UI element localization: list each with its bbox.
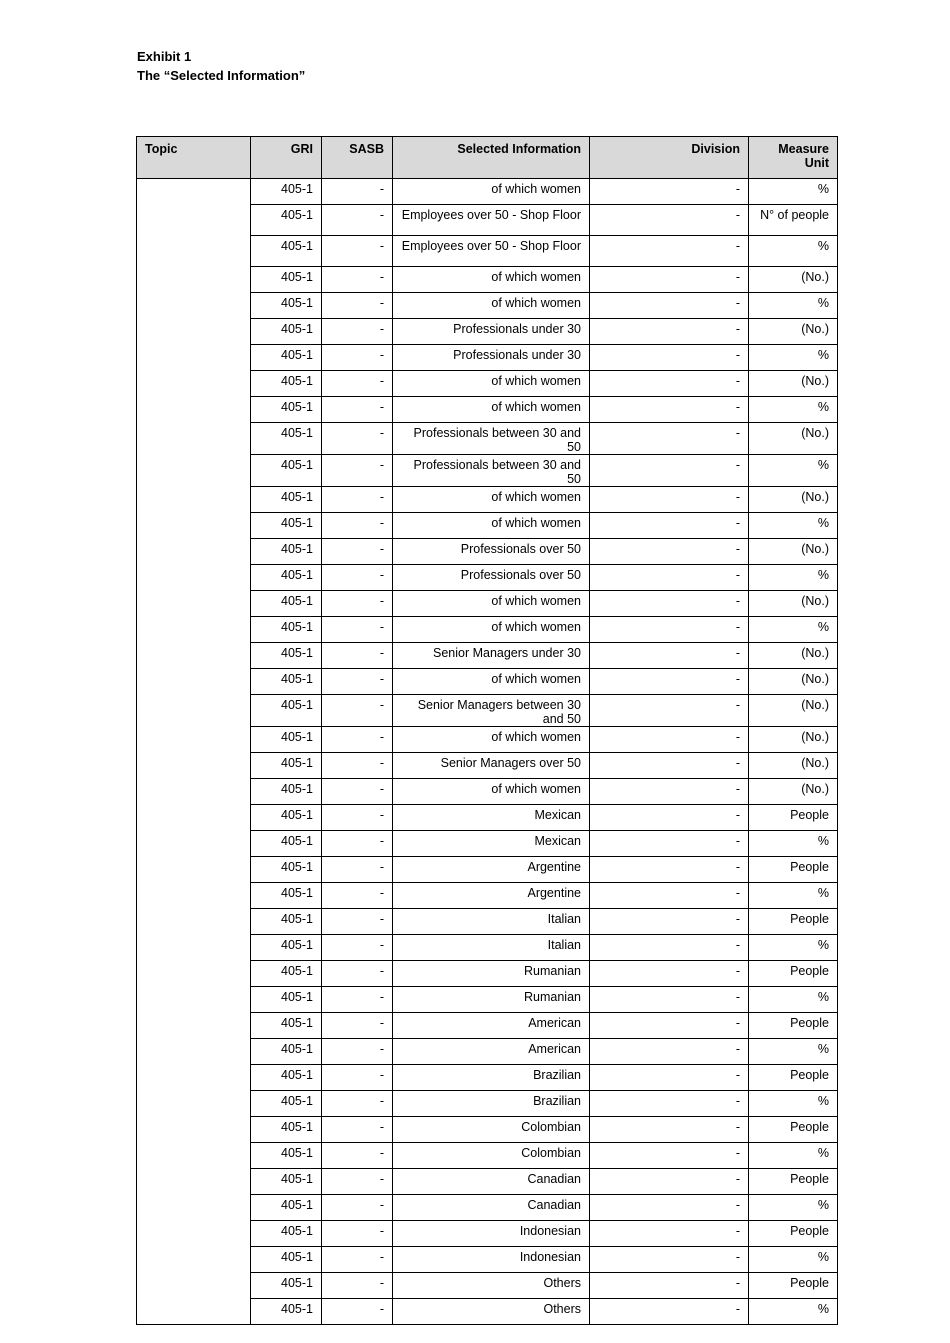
measure-unit-cell: %	[749, 1143, 838, 1169]
exhibit-title: The “Selected Information”	[137, 68, 306, 83]
division-cell: -	[590, 345, 749, 371]
selected-information-cell: of which women	[393, 397, 590, 423]
sasb-cell: -	[322, 805, 393, 831]
division-cell: -	[590, 319, 749, 345]
gri-cell: 405-1	[251, 423, 322, 455]
header-sasb: SASB	[322, 137, 393, 179]
gri-cell: 405-1	[251, 565, 322, 591]
header-selected-information: Selected Information	[393, 137, 590, 179]
division-cell: -	[590, 695, 749, 727]
sasb-cell: -	[322, 1299, 393, 1325]
selected-information-cell: Rumanian	[393, 987, 590, 1013]
exhibit-heading	[137, 47, 305, 85]
division-cell: -	[590, 179, 749, 205]
selected-information-cell: Senior Managers under 30	[393, 643, 590, 669]
measure-unit-cell: %	[749, 513, 838, 539]
division-cell: -	[590, 565, 749, 591]
selected-information-cell: Indonesian	[393, 1247, 590, 1273]
gri-cell: 405-1	[251, 1065, 322, 1091]
gri-cell: 405-1	[251, 1221, 322, 1247]
measure-unit-cell: %	[749, 987, 838, 1013]
sasb-cell: -	[322, 1221, 393, 1247]
header-division: Division	[590, 137, 749, 179]
gri-cell: 405-1	[251, 695, 322, 727]
division-cell: -	[590, 236, 749, 267]
division-cell: -	[590, 1091, 749, 1117]
gri-cell: 405-1	[251, 345, 322, 371]
sasb-cell: -	[322, 857, 393, 883]
gri-cell: 405-1	[251, 293, 322, 319]
selected-information-cell: Employees over 50 - Shop Floor	[393, 205, 590, 236]
selected-information-cell: of which women	[393, 487, 590, 513]
measure-unit-cell: People	[749, 1013, 838, 1039]
measure-unit-cell: %	[749, 1299, 838, 1325]
measure-unit-cell: People	[749, 1221, 838, 1247]
selected-information-cell: Indonesian	[393, 1221, 590, 1247]
division-cell: -	[590, 1169, 749, 1195]
gri-cell: 405-1	[251, 371, 322, 397]
selected-information-cell: of which women	[393, 513, 590, 539]
header-gri: GRI	[251, 137, 322, 179]
topic-cell	[137, 179, 251, 1325]
gri-cell: 405-1	[251, 1117, 322, 1143]
selected-information-cell: Professionals over 50	[393, 539, 590, 565]
gri-cell: 405-1	[251, 236, 322, 267]
selected-information-cell: Professionals between 30 and 50	[393, 423, 590, 455]
division-cell: -	[590, 513, 749, 539]
selected-information-cell: Colombian	[393, 1143, 590, 1169]
gri-cell: 405-1	[251, 831, 322, 857]
measure-unit-cell: (No.)	[749, 727, 838, 753]
selected-information-cell: Professionals under 30	[393, 345, 590, 371]
division-cell: -	[590, 1013, 749, 1039]
measure-unit-cell: N° of people	[749, 205, 838, 236]
measure-unit-cell: %	[749, 617, 838, 643]
gri-cell: 405-1	[251, 205, 322, 236]
division-cell: -	[590, 1039, 749, 1065]
measure-unit-cell: (No.)	[749, 487, 838, 513]
measure-unit-cell: %	[749, 1247, 838, 1273]
gri-cell: 405-1	[251, 1143, 322, 1169]
selected-information-table	[136, 136, 838, 1325]
table-row	[137, 179, 838, 205]
sasb-cell: -	[322, 319, 393, 345]
sasb-cell: -	[322, 753, 393, 779]
sasb-cell: -	[322, 371, 393, 397]
measure-unit-cell: %	[749, 935, 838, 961]
selected-information-cell: of which women	[393, 591, 590, 617]
measure-unit-cell: People	[749, 1169, 838, 1195]
measure-unit-cell: (No.)	[749, 423, 838, 455]
sasb-cell: -	[322, 455, 393, 487]
division-cell: -	[590, 805, 749, 831]
measure-unit-cell: %	[749, 293, 838, 319]
selected-information-cell: of which women	[393, 179, 590, 205]
selected-information-cell: Argentine	[393, 883, 590, 909]
measure-unit-cell: People	[749, 909, 838, 935]
measure-unit-cell: %	[749, 455, 838, 487]
selected-information-cell: Others	[393, 1299, 590, 1325]
measure-unit-cell: %	[749, 397, 838, 423]
sasb-cell: -	[322, 617, 393, 643]
gri-cell: 405-1	[251, 397, 322, 423]
sasb-cell: -	[322, 1117, 393, 1143]
division-cell: -	[590, 1247, 749, 1273]
measure-unit-cell: %	[749, 1091, 838, 1117]
selected-information-cell: Senior Managers over 50	[393, 753, 590, 779]
measure-unit-cell: %	[749, 1195, 838, 1221]
measure-unit-cell: %	[749, 1039, 838, 1065]
division-cell: -	[590, 591, 749, 617]
gri-cell: 405-1	[251, 935, 322, 961]
measure-unit-cell: %	[749, 236, 838, 267]
division-cell: -	[590, 779, 749, 805]
division-cell: -	[590, 205, 749, 236]
selected-information-cell: Professionals under 30	[393, 319, 590, 345]
measure-unit-cell: %	[749, 345, 838, 371]
sasb-cell: -	[322, 487, 393, 513]
sasb-cell: -	[322, 935, 393, 961]
selected-information-cell: Mexican	[393, 805, 590, 831]
sasb-cell: -	[322, 961, 393, 987]
selected-information-cell: Senior Managers between 30 and 50	[393, 695, 590, 727]
gri-cell: 405-1	[251, 1273, 322, 1299]
gri-cell: 405-1	[251, 727, 322, 753]
sasb-cell: -	[322, 1169, 393, 1195]
gri-cell: 405-1	[251, 1039, 322, 1065]
sasb-cell: -	[322, 236, 393, 267]
gri-cell: 405-1	[251, 857, 322, 883]
division-cell: -	[590, 423, 749, 455]
division-cell: -	[590, 293, 749, 319]
division-cell: -	[590, 539, 749, 565]
selected-information-cell: of which women	[393, 779, 590, 805]
measure-unit-cell: (No.)	[749, 371, 838, 397]
selected-information-cell: Brazilian	[393, 1091, 590, 1117]
gri-cell: 405-1	[251, 643, 322, 669]
sasb-cell: -	[322, 205, 393, 236]
measure-unit-cell: %	[749, 179, 838, 205]
gri-cell: 405-1	[251, 1195, 322, 1221]
measure-unit-cell: (No.)	[749, 643, 838, 669]
sasb-cell: -	[322, 1195, 393, 1221]
selected-information-cell: Italian	[393, 935, 590, 961]
gri-cell: 405-1	[251, 753, 322, 779]
measure-unit-cell: (No.)	[749, 539, 838, 565]
measure-unit-cell: People	[749, 1273, 838, 1299]
measure-unit-cell: (No.)	[749, 669, 838, 695]
division-cell: -	[590, 753, 749, 779]
sasb-cell: -	[322, 883, 393, 909]
gri-cell: 405-1	[251, 909, 322, 935]
division-cell: -	[590, 883, 749, 909]
selected-information-cell: Brazilian	[393, 1065, 590, 1091]
division-cell: -	[590, 831, 749, 857]
sasb-cell: -	[322, 293, 393, 319]
division-cell: -	[590, 909, 749, 935]
division-cell: -	[590, 455, 749, 487]
sasb-cell: -	[322, 1065, 393, 1091]
selected-information-cell: of which women	[393, 371, 590, 397]
division-cell: -	[590, 487, 749, 513]
selected-information-cell: Italian	[393, 909, 590, 935]
division-cell: -	[590, 371, 749, 397]
sasb-cell: -	[322, 727, 393, 753]
table-body	[137, 179, 838, 1325]
measure-unit-cell: People	[749, 857, 838, 883]
selected-information-cell: of which women	[393, 727, 590, 753]
sasb-cell: -	[322, 669, 393, 695]
division-cell: -	[590, 1299, 749, 1325]
division-cell: -	[590, 267, 749, 293]
division-cell: -	[590, 643, 749, 669]
division-cell: -	[590, 1117, 749, 1143]
header-topic: Topic	[137, 137, 251, 179]
measure-unit-cell: (No.)	[749, 695, 838, 727]
division-cell: -	[590, 857, 749, 883]
measure-unit-cell: (No.)	[749, 319, 838, 345]
selected-information-cell: of which women	[393, 669, 590, 695]
division-cell: -	[590, 397, 749, 423]
gri-cell: 405-1	[251, 267, 322, 293]
division-cell: -	[590, 669, 749, 695]
selected-information-cell: American	[393, 1013, 590, 1039]
sasb-cell: -	[322, 1039, 393, 1065]
division-cell: -	[590, 1195, 749, 1221]
selected-information-cell: of which women	[393, 293, 590, 319]
measure-unit-cell: (No.)	[749, 267, 838, 293]
gri-cell: 405-1	[251, 883, 322, 909]
gri-cell: 405-1	[251, 617, 322, 643]
division-cell: -	[590, 617, 749, 643]
division-cell: -	[590, 727, 749, 753]
division-cell: -	[590, 935, 749, 961]
sasb-cell: -	[322, 909, 393, 935]
selected-information-cell: Others	[393, 1273, 590, 1299]
selected-information-cell: American	[393, 1039, 590, 1065]
gri-cell: 405-1	[251, 179, 322, 205]
sasb-cell: -	[322, 345, 393, 371]
selected-information-cell: Employees over 50 - Shop Floor	[393, 236, 590, 267]
gri-cell: 405-1	[251, 669, 322, 695]
gri-cell: 405-1	[251, 1169, 322, 1195]
selected-information-cell: Canadian	[393, 1169, 590, 1195]
division-cell: -	[590, 987, 749, 1013]
gri-cell: 405-1	[251, 987, 322, 1013]
selected-information-cell: Professionals over 50	[393, 565, 590, 591]
division-cell: -	[590, 961, 749, 987]
sasb-cell: -	[322, 1247, 393, 1273]
header-measure-unit: Measure Unit	[749, 137, 838, 179]
table-header-row	[137, 137, 838, 179]
division-cell: -	[590, 1221, 749, 1247]
division-cell: -	[590, 1065, 749, 1091]
sasb-cell: -	[322, 539, 393, 565]
selected-information-cell: of which women	[393, 617, 590, 643]
selected-information-cell: Canadian	[393, 1195, 590, 1221]
measure-unit-cell: People	[749, 1117, 838, 1143]
selected-information-cell: Colombian	[393, 1117, 590, 1143]
measure-unit-cell: People	[749, 805, 838, 831]
gri-cell: 405-1	[251, 961, 322, 987]
measure-unit-cell: (No.)	[749, 779, 838, 805]
sasb-cell: -	[322, 643, 393, 669]
selected-information-cell: Professionals between 30 and 50	[393, 455, 590, 487]
measure-unit-cell: (No.)	[749, 591, 838, 617]
gri-cell: 405-1	[251, 779, 322, 805]
gri-cell: 405-1	[251, 591, 322, 617]
sasb-cell: -	[322, 513, 393, 539]
selected-information-cell: of which women	[393, 267, 590, 293]
gri-cell: 405-1	[251, 1013, 322, 1039]
gri-cell: 405-1	[251, 1299, 322, 1325]
sasb-cell: -	[322, 1143, 393, 1169]
sasb-cell: -	[322, 831, 393, 857]
sasb-cell: -	[322, 591, 393, 617]
selected-information-cell: Mexican	[393, 831, 590, 857]
measure-unit-cell: %	[749, 883, 838, 909]
gri-cell: 405-1	[251, 319, 322, 345]
division-cell: -	[590, 1273, 749, 1299]
sasb-cell: -	[322, 179, 393, 205]
sasb-cell: -	[322, 1273, 393, 1299]
gri-cell: 405-1	[251, 1091, 322, 1117]
gri-cell: 405-1	[251, 805, 322, 831]
sasb-cell: -	[322, 1091, 393, 1117]
sasb-cell: -	[322, 695, 393, 727]
division-cell: -	[590, 1143, 749, 1169]
sasb-cell: -	[322, 779, 393, 805]
sasb-cell: -	[322, 987, 393, 1013]
sasb-cell: -	[322, 267, 393, 293]
selected-information-cell: Rumanian	[393, 961, 590, 987]
measure-unit-cell: People	[749, 961, 838, 987]
gri-cell: 405-1	[251, 539, 322, 565]
gri-cell: 405-1	[251, 513, 322, 539]
measure-unit-cell: %	[749, 565, 838, 591]
exhibit-number: Exhibit 1	[137, 49, 192, 64]
measure-unit-cell: (No.)	[749, 753, 838, 779]
measure-unit-cell: People	[749, 1065, 838, 1091]
gri-cell: 405-1	[251, 487, 322, 513]
sasb-cell: -	[322, 565, 393, 591]
sasb-cell: -	[322, 1013, 393, 1039]
gri-cell: 405-1	[251, 1247, 322, 1273]
sasb-cell: -	[322, 397, 393, 423]
sasb-cell: -	[322, 423, 393, 455]
selected-information-cell: Argentine	[393, 857, 590, 883]
measure-unit-cell: %	[749, 831, 838, 857]
gri-cell: 405-1	[251, 455, 322, 487]
